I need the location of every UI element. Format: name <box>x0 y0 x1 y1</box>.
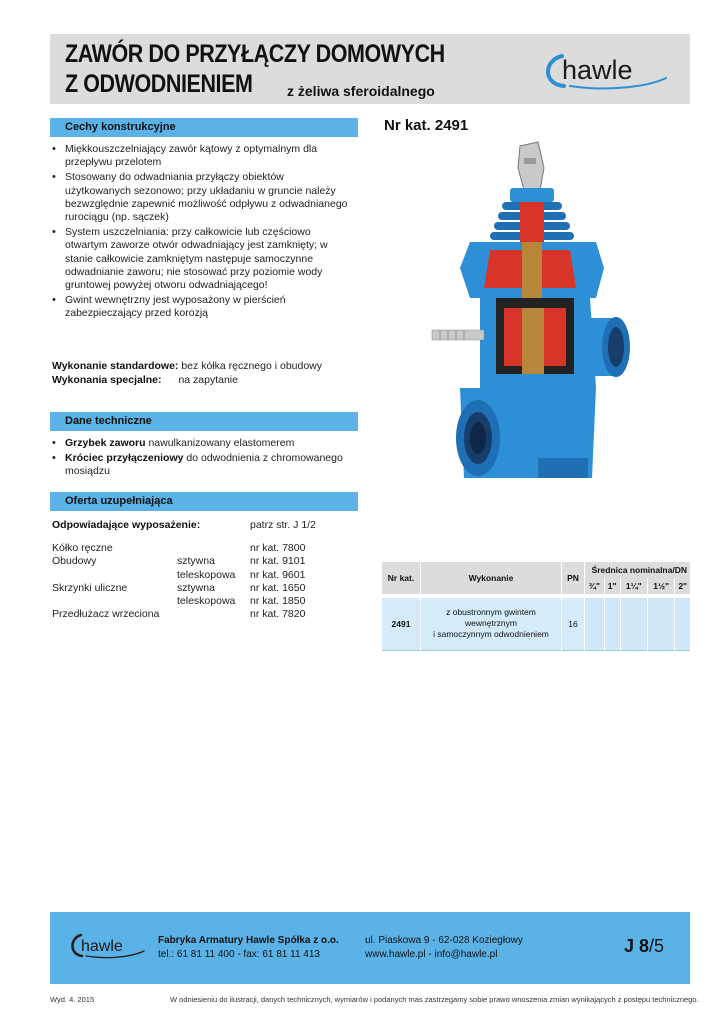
accessory-ref: nr kat. 9601 <box>250 569 306 581</box>
page-reference <box>624 936 664 957</box>
accessories-reference: patrz str. J 1/2 <box>250 519 316 531</box>
accessory-ref: nr kat. 1650 <box>250 582 306 594</box>
page-title-line-2: Z ODWODNIENIEM <box>65 70 253 98</box>
accessory-variant: teleskopowa <box>177 595 236 607</box>
accessory-ref: nr kat. 1850 <box>250 595 306 607</box>
row-size-cell <box>604 598 620 650</box>
edition-note: Wyd. 4. 2015 <box>50 995 95 1004</box>
special-version-label: Wykonania specjalne: <box>52 374 162 386</box>
page-number: /5 <box>649 936 665 956</box>
accessory-ref: nr kat. 9101 <box>250 555 306 567</box>
row-size-cell <box>585 598 605 650</box>
technical-item <box>50 437 350 450</box>
feature-item: • System uszczelniania: przy całkowicie lub częściowo otwartym zaworze otwór odwadniający jest zamknięty; w stanie całkowicie zamkniętym następuje samoczynne odwadnianie zaworu; nie stosować przy poziomie wody gruntowej powyżej otworu odwadniającego! <box>50 226 350 292</box>
page-title-line-1: ZAWÓR DO PRZYŁĄCZY DOMOWYCH <box>65 40 445 68</box>
company-phones: tel.: 61 81 11 400 - fax: 61 81 11 413 <box>158 949 320 960</box>
row-size-cell <box>620 598 647 650</box>
accessory-name: Obudowy <box>52 555 97 567</box>
row-version-line: z obustronnym gwintem <box>446 607 536 618</box>
column-header-diameter: Średnica nominalna/DN <box>585 562 691 578</box>
feature-item: • Gwint wewnętrzny jest wyposażony w pierścień zabezpieczający przed korozją <box>50 294 350 320</box>
row-size-cell <box>675 598 690 650</box>
accessory-name: Przedłużacz wrzeciona <box>52 608 160 620</box>
row-size-cell <box>647 598 674 650</box>
row-catalog-number: 2491 <box>382 598 421 650</box>
size-header: 1½" <box>647 578 674 594</box>
column-header-catalog: Nr kat. <box>382 562 421 594</box>
hawle-logo-footer-text: hawle <box>81 938 123 955</box>
hawle-logo-footer <box>68 930 146 960</box>
footer-band <box>50 912 690 984</box>
page-section: J 8 <box>624 936 650 956</box>
accessory-name: Skrzynki uliczne <box>52 582 128 594</box>
technical-list <box>50 437 350 481</box>
disclaimer: W odniesieniu do ilustracji, danych technicznych, wymiarów i podanych mas zastrzegamy sobie prawo wnoszenia zmian wynikających z postępu technicznego. <box>170 995 699 1004</box>
valve-illustration <box>420 138 635 498</box>
accessory-ref: nr kat. 7820 <box>250 608 306 620</box>
technical-item-term: Grzybek zaworu <box>65 437 146 449</box>
hawle-logo-text: hawle <box>562 55 633 85</box>
accessory-variant: sztywna <box>177 555 215 567</box>
size-header: ¾" <box>585 578 605 594</box>
technical-item-term: Króciec przyłączeniowy <box>65 452 184 465</box>
hawle-logo <box>540 48 670 92</box>
technical-item <box>50 452 350 478</box>
accessory-name: Kółko ręczne <box>52 542 113 554</box>
accessories-label: Odpowiadające wyposażenie: <box>52 519 201 531</box>
special-version-value: na zapytanie <box>178 374 238 386</box>
accessory-ref: nr kat. 7800 <box>250 542 306 554</box>
table-row <box>382 598 690 650</box>
technical-item-text: nawulkanizowany elastomerem <box>145 437 295 449</box>
column-header-pn: PN <box>562 562 585 594</box>
features-list <box>50 143 350 323</box>
company-address: ul. Piaskowa 9 - 62-028 Koziegłowy <box>365 935 523 946</box>
row-version <box>421 598 562 650</box>
company-website[interactable]: www.hawle.pl - info@hawle.pl <box>365 949 498 960</box>
product-table <box>382 562 690 652</box>
standard-version <box>52 360 322 373</box>
size-header: 2" <box>675 578 690 594</box>
size-header: 1" <box>604 578 620 594</box>
catalog-number: Nr kat. 2491 <box>384 117 469 134</box>
standard-version-value: bez kółka ręcznego i obudowy <box>181 360 323 372</box>
feature-item: • Stosowany do odwadniania przyłączy obiektów użytkowanych sezonowo; przy układaniu w gruncie należy bezwzględnie zapewnić możliwość odpływu z odwadnianego rurociągu (np. sączek) <box>50 171 350 224</box>
section-heading-features: Cechy konstrukcyjne <box>50 118 358 137</box>
section-heading-technical: Dane techniczne <box>50 412 358 431</box>
page-subtitle: z żeliwa sferoidalnego <box>287 83 435 99</box>
standard-version-label: Wykonanie standardowe: <box>52 360 179 372</box>
company-name: Fabryka Armatury Hawle Spółka z o.o. <box>158 935 339 946</box>
feature-item: • Miękkouszczelniający zawór kątowy z optymalnym dla przepływu przelotem <box>50 143 350 169</box>
section-heading-offer: Oferta uzupełniająca <box>50 492 358 511</box>
size-header: 1¼" <box>620 578 647 594</box>
row-version-line: i samoczynnym odwodnieniem <box>433 629 549 640</box>
row-pn: 16 <box>562 598 585 650</box>
row-version-line: wewnętrznym <box>465 618 517 629</box>
accessory-variant: teleskopowa <box>177 569 236 581</box>
technical-item-text: do odwodnienia z chromowanego mosiądzu <box>65 452 343 478</box>
accessory-variant: sztywna <box>177 582 215 594</box>
column-header-version: Wykonanie <box>421 562 562 594</box>
special-version <box>52 374 238 387</box>
